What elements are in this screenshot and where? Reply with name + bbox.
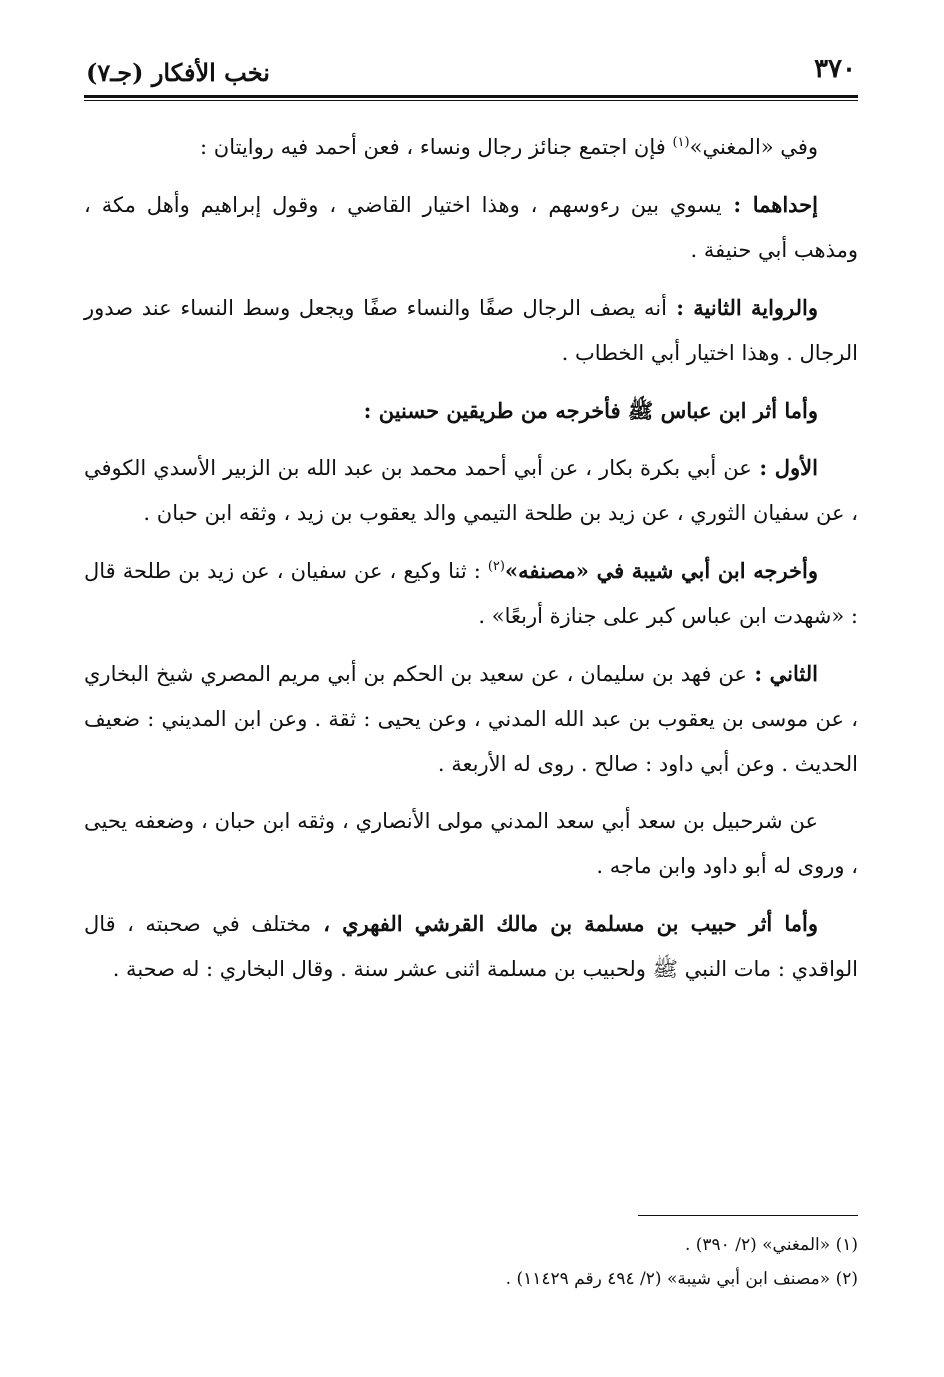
paragraph: عن شرحبيل بن سعد أبي سعد المدني مولى الأنصاري ، وثقه ابن حبان ، وضعفه يحيى ، وروى له أبو داود وابن ماجه . bbox=[84, 809, 858, 878]
footnotes bbox=[84, 1228, 858, 1296]
running-title: نخب الأفكار (جـ٧) bbox=[86, 58, 270, 87]
section-heading: وأما أثر ابن عباس ﷺ فأخرجه من طريقين حسنين : bbox=[363, 398, 818, 423]
paragraph: وأخرجه ابن أبي شيبة في «مصنفه»$^{(٢)}$ : ثنا وكيع ، عن سفيان ، عن زيد بن طلحة قال : «شهدت ابن عباس كبر على جنازة أربعًا» . bbox=[84, 558, 858, 628]
paragraph: الثاني : عن فهد بن سليمان ، عن سعيد بن الحكم بن أبي مريم المصري شيخ البخاري ، عن موسى بن يعقوب بن عبد الله المدني ، وعن يحيى : ثقة . وعن ابن المديني : ضعيف الحديث . وعن أبي داود : صالح . روى له الأربعة . bbox=[84, 661, 858, 776]
footnote: (١) «المغني» (٢/ ٣٩٠) . bbox=[684, 1235, 858, 1255]
header-rule bbox=[84, 95, 858, 98]
footnote-ref: (٢) bbox=[487, 559, 505, 574]
paragraph: الأول : عن أبي بكرة بكار ، عن أبي أحمد محمد بن عبد الله بن الزبير الأسدي الكوفي ، عن سفيان الثوري ، عن زيد بن طلحة التيمي والد يعقوب بن زيد ، وثقه ابن حبان . bbox=[84, 455, 858, 525]
paragraph: وفي «المغني»$^{(١)}$ فإن اجتمع جنائز رجال ونساء ، فعن أحمد فيه روايتان : bbox=[200, 135, 818, 159]
header-rule-thin bbox=[84, 100, 858, 101]
book-page bbox=[84, 0, 858, 1377]
paragraph: وأما أثر حبيب بن مسلمة بن مالك القرشي الفهري ، مختلف في صحبته ، قال الواقدي : مات النبي ﷺ ولحبيب بن مسلمة اثنى عشر سنة . وقال البخاري : له صحبة . bbox=[84, 911, 858, 981]
footnote-ref: (١) bbox=[672, 135, 690, 150]
page-header bbox=[84, 52, 858, 96]
page-number: ٣٧٠ bbox=[814, 54, 856, 84]
footnote: (٢) «مصنف ابن أبي شيبة» (٢/ ٤٩٤ رقم ١١٤٢٩) . bbox=[505, 1269, 858, 1289]
paragraph: إحداهما : يسوي بين رءوسهم ، وهذا اختيار القاضي ، وقول إبراهيم وأهل مكة ، ومذهب أبي حنيفة . bbox=[84, 192, 858, 262]
main-text bbox=[84, 124, 858, 1004]
footnote-rule bbox=[638, 1215, 858, 1216]
paragraph: والرواية الثانية : أنه يصف الرجال صفًا والنساء صفًا ويجعل وسط النساء عند صدور الرجال . وهذا اختيار أبي الخطاب . bbox=[84, 295, 858, 365]
